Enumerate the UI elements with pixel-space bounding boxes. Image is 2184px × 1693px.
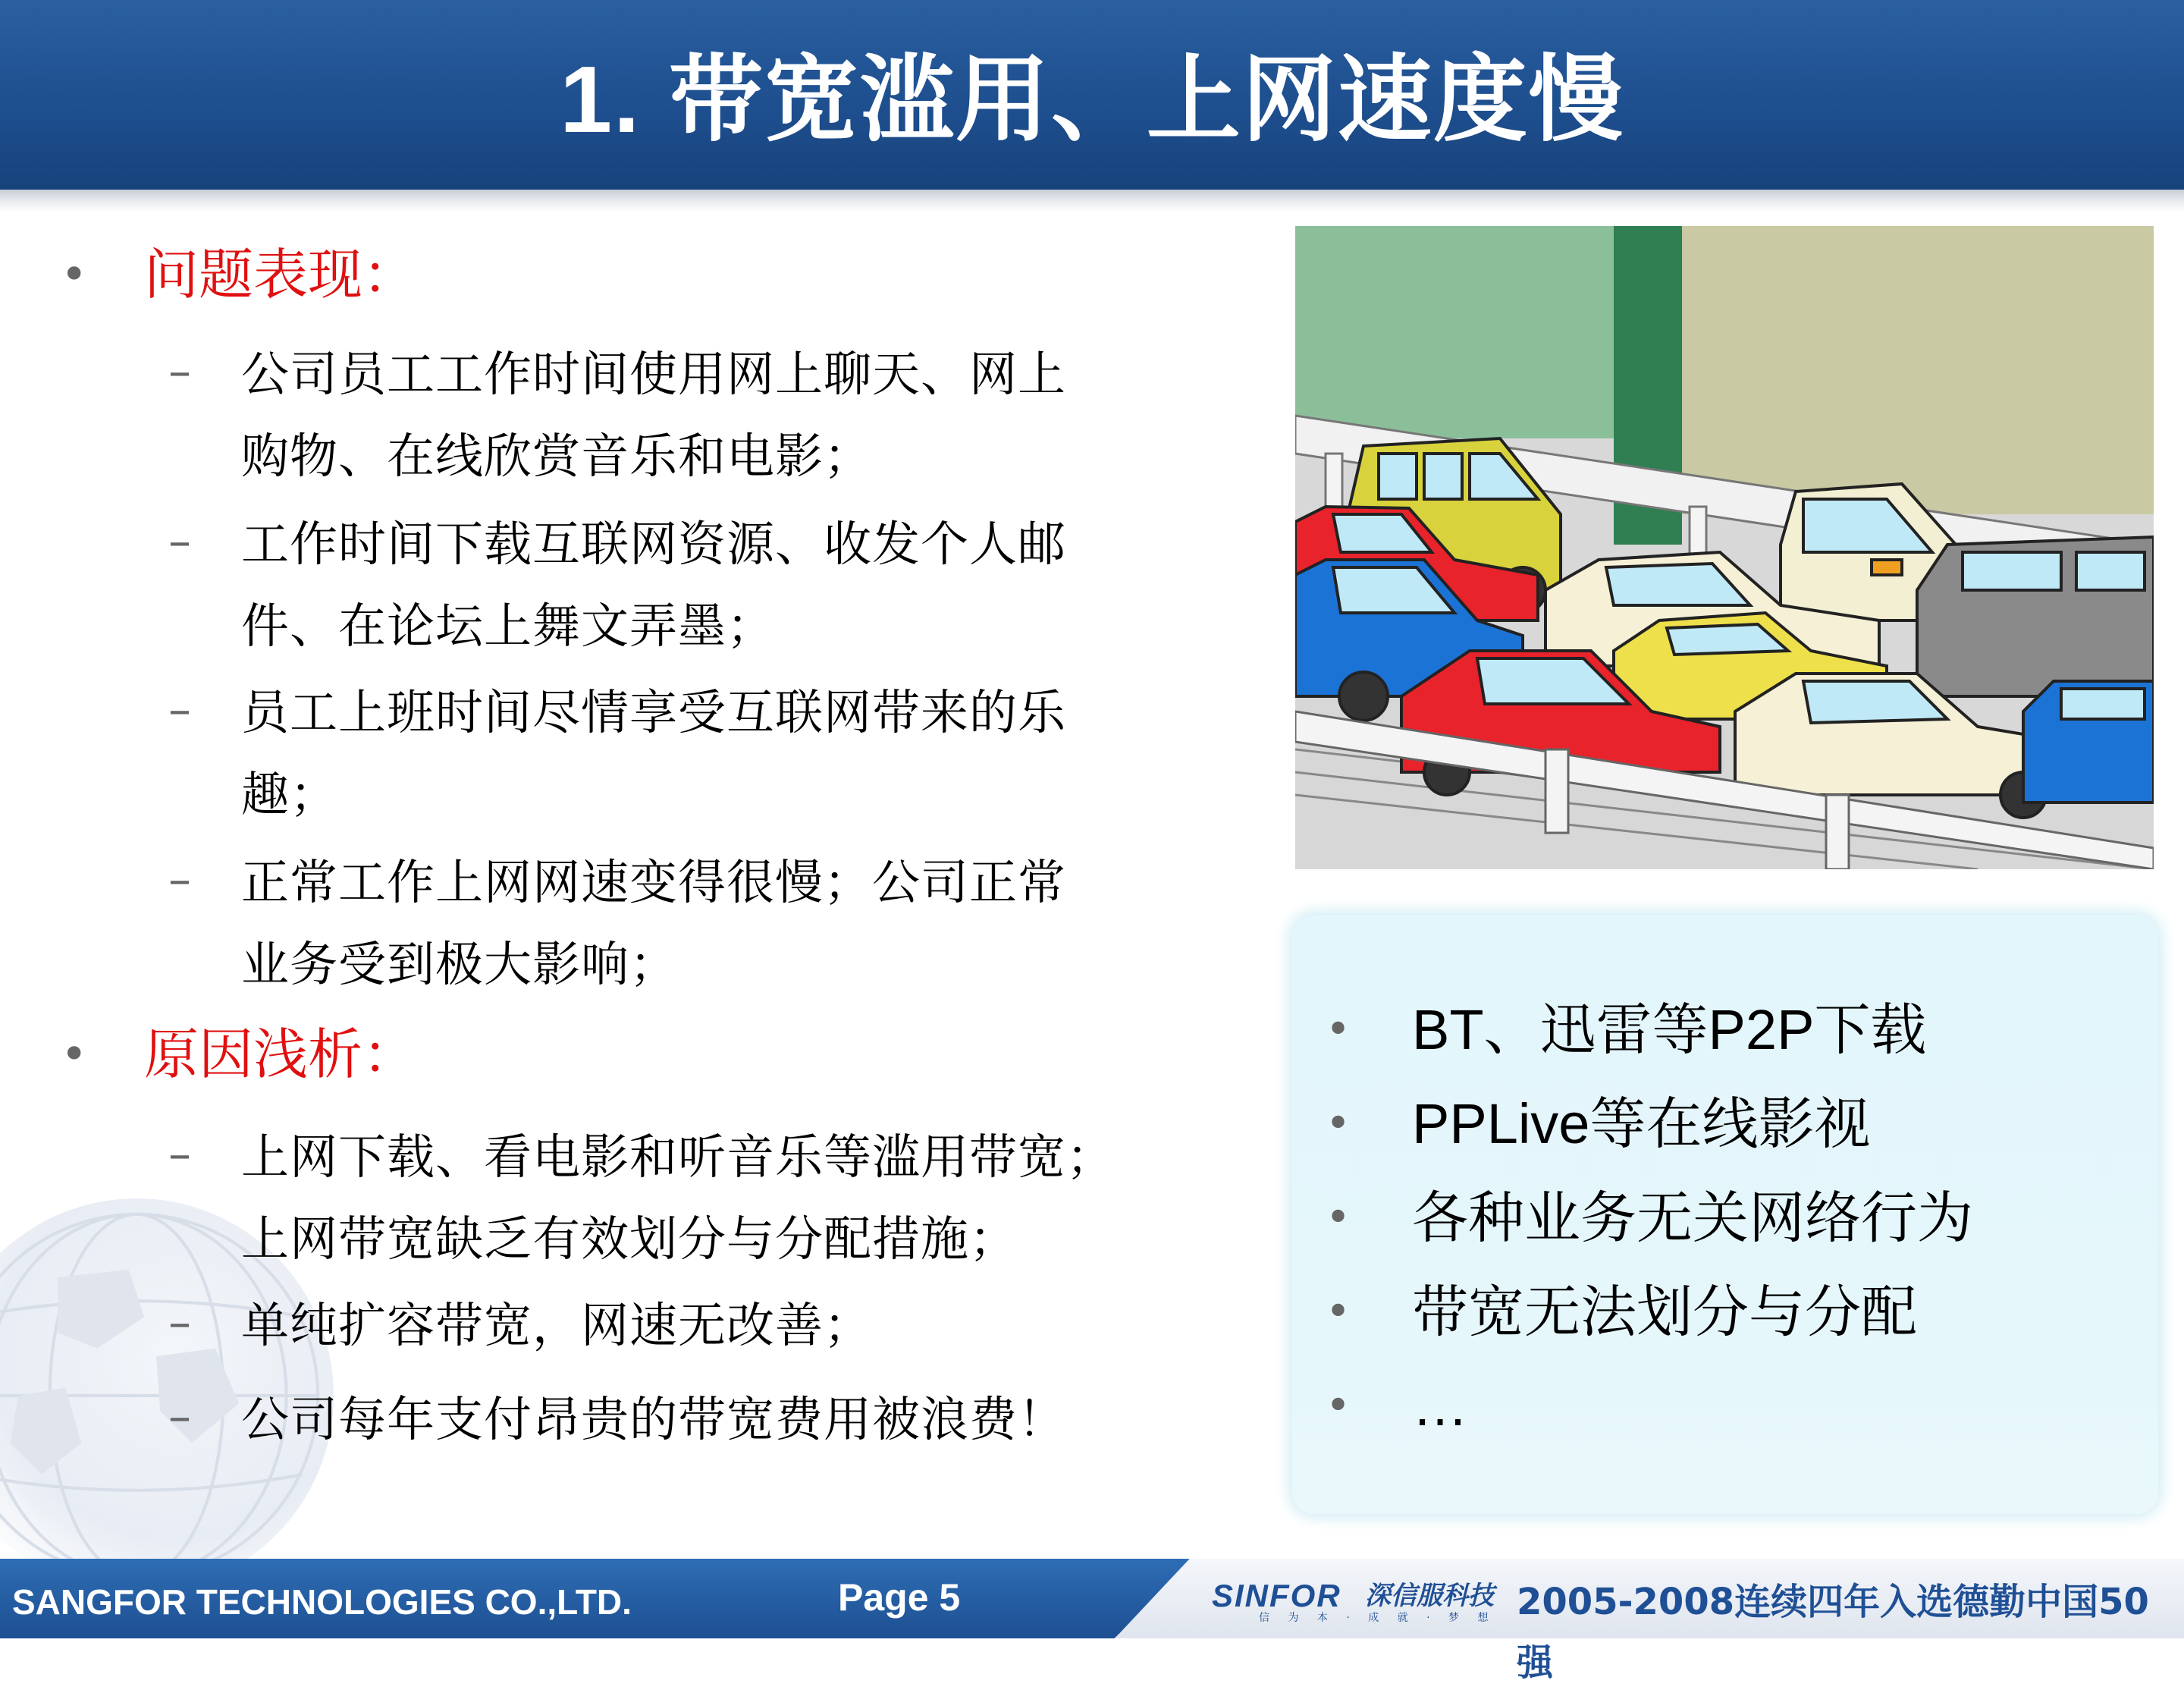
title-bar-shadow (0, 190, 2184, 212)
slide-title: 1. 带宽滥用、上网速度慢 (560, 48, 1624, 152)
box-item: 各种业务无关网络行为 (1412, 1186, 1973, 1249)
list-item-line: 购物、在线欣赏音乐和电影； (241, 429, 872, 484)
section-heading-cause: 原因浅析： (144, 1022, 418, 1086)
dash: – (168, 1128, 191, 1181)
sinfor-slogan: 信 为 本 · 成 就 · 梦 想 (1259, 1612, 1496, 1624)
sinfor-logo: SINFOR (1212, 1578, 1341, 1613)
dash: – (168, 515, 191, 568)
bullet: • (61, 248, 88, 301)
bullet: • (1326, 1193, 1351, 1242)
list-item-line: 工作时间下载互联网资源、收发个人邮 (241, 517, 1066, 572)
bullet: • (61, 1028, 88, 1081)
list-item-line: 公司每年支付昂贵的带宽费用被浪费！ (241, 1392, 1066, 1447)
list-item-line: 件、在论坛上舞文弄墨； (241, 598, 775, 654)
list-item (241, 672, 1219, 836)
box-item: PPLive等在线影视 (1412, 1092, 1871, 1155)
list-item (241, 842, 1219, 1006)
dash: – (168, 1296, 191, 1349)
award-text: 2005-2008连续四年入选德勤中国50强 (1517, 1581, 2149, 1684)
list-item-line: 趣； (241, 767, 338, 822)
list-item (241, 334, 1219, 498)
list-item-line: 公司员工工作时间使用网上聊天、网上 (241, 347, 1066, 402)
box-item: 带宽无法划分与分配 (1412, 1280, 1917, 1343)
list-item (241, 1379, 1219, 1461)
list-item-line: 单纯扩容带宽，网速无改善； (241, 1298, 872, 1353)
company-name: SANGFOR TECHNOLOGIES CO.,LTD. (12, 1582, 632, 1622)
sinfor-logo-cn: 深信服科技 (1365, 1581, 1494, 1611)
list-item-line: 业务受到极大影响； (241, 937, 678, 992)
dash: – (168, 683, 191, 737)
section-heading-problem: 问题表现： (144, 243, 418, 306)
bullet: • (1326, 1005, 1351, 1054)
bullet: • (1326, 1287, 1351, 1336)
dash: – (168, 1390, 191, 1443)
bullet: • (1326, 1381, 1351, 1431)
list-item-line: 员工上班时间尽情享受互联网带来的乐 (241, 685, 1066, 740)
traffic-jam-illustration (1295, 226, 2154, 869)
box-item: BT、迅雷等P2P下载 (1412, 998, 1927, 1061)
box-item: … (1412, 1374, 1468, 1437)
list-item (241, 504, 1219, 667)
dash: – (168, 345, 191, 398)
list-item-line: 上网下载、看电影和听音乐等滥用带宽； (241, 1129, 1115, 1185)
list-item (241, 1285, 1219, 1367)
list-item (241, 1117, 1219, 1280)
list-item-line: 正常工作上网网速变得很慢；公司正常 (241, 855, 1066, 910)
bullet: • (1326, 1099, 1351, 1148)
dash: – (168, 853, 191, 906)
list-item-line: 上网带宽缺乏有效划分与分配措施； (241, 1211, 1018, 1267)
page-number: Page 5 (838, 1576, 961, 1619)
